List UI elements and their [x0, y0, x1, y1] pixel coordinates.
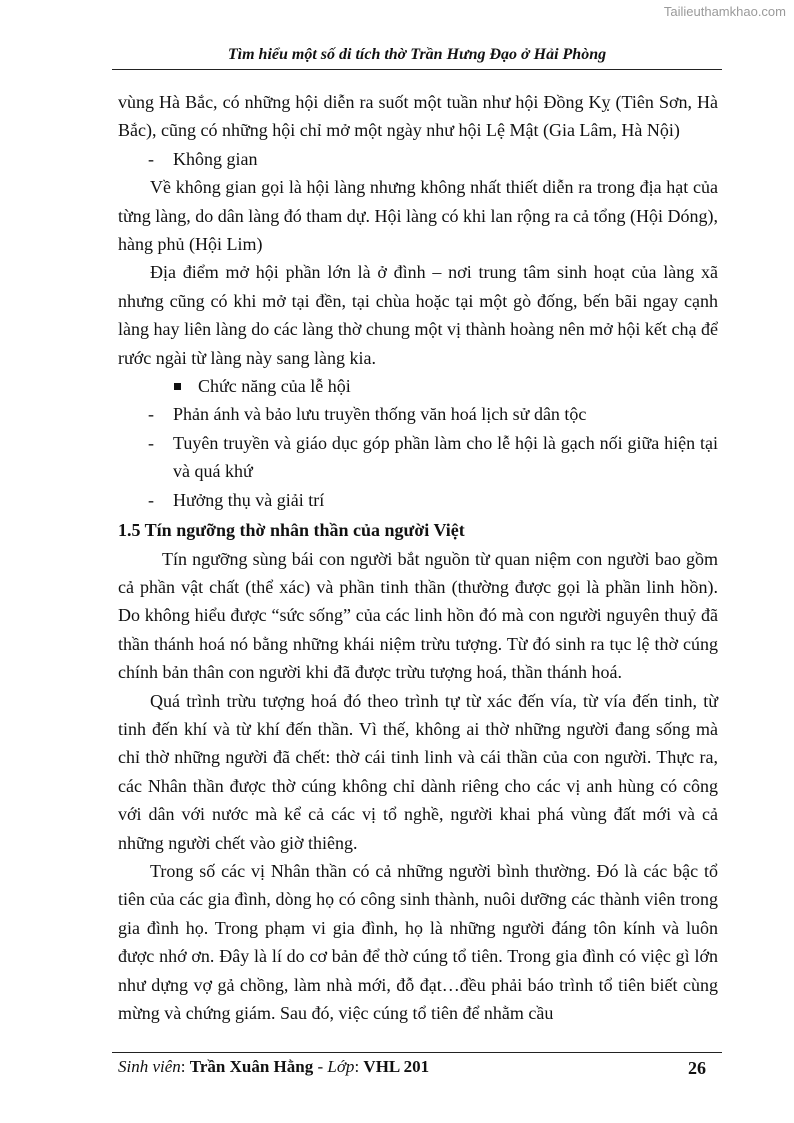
square-bullet-text: Chức năng của lễ hội: [198, 376, 351, 397]
paragraph-space: Về không gian gọi là hội làng nhưng không nhất thiết diễn ra trong địa hạt của từng làng, do dân làng đó tham dự. Hội làng có khi lan rộng ra cả tổng (Hội Dóng), hàng phủ (Hội Lim): [118, 177, 718, 255]
paragraph-ancestors: Trong số các vị Nhân thần có cả những người bình thường. Đó là các bậc tổ tiên của các gia đình, dòng họ có công sinh thành, nuôi dưỡng các thành viên trong gia đình họ. Trong phạm vi gia đình, họ là những người đáng tôn kính và luôn được nhớ ơn. Đây là lí do cơ bản để thờ cúng tổ tiên. Trong gia đình có việc gì lớn như dựng vợ gả chồng, làm nhà mới, đỗ đạt…đều phải báo trình tổ tiên biết cùng mừng và chứng giám. Sau đó, việc cúng tổ tiên để nhằm cầu: [118, 860, 718, 1023]
dash-list-item-function-3: [118, 486, 718, 514]
student-name: Trần Xuân Hằng: [189, 1057, 314, 1076]
section-heading: 1.5 Tín ngưỡng thờ nhân thần của người Việt: [118, 520, 465, 541]
dash-list-item-text: Hưởng thụ và giải trí: [173, 489, 325, 510]
footer-divider: [112, 1052, 722, 1053]
dash-bullet: -: [148, 489, 154, 510]
dash-list-item-function-2: [118, 429, 718, 486]
page-number: 26: [688, 1058, 706, 1078]
dash-bullet: -: [148, 148, 154, 169]
class-value: VHL 201: [363, 1057, 430, 1076]
paragraph-abstraction: Quá trình trừu tượng hoá đó theo trình tự từ xác đến vía, từ vía đến tinh, từ tinh đến khí và từ khí đến thần. Vì thế, không ai thờ những người đang sống mà chỉ thờ những người đã chết: thờ cái tinh linh và cái thần của con người. Thực ra, các Nhân thần được thờ cúng không chỉ dành riêng cho các vị anh hùng có công với dân với nước mà kể cả các vị tổ nghề, người khai phá vùng đất mới và cả những người chết vào giờ thiêng.: [118, 690, 718, 853]
student-label: Sinh viên: [118, 1057, 181, 1076]
paragraph-continued: vùng Hà Bắc, có những hội diễn ra suốt một tuần như hội Đồng Kỵ (Tiên Sơn, Hà Bắc), cũng có những hội chỉ mở một ngày như hội Lệ Mật (Gia Lâm, Hà Nội): [118, 92, 718, 141]
paragraph-location: Địa điểm mở hội phần lớn là ở đình – nơi trung tâm sinh hoạt của làng xã nhưng cũng có khi mở tại đền, tại chùa hoặc tại một gò đống, bến bãi ngay cạnh làng hay liên làng do các làng thờ chung một vị thành hoàng nên mở hội kết chạ để rước ngài từ làng này sang làng kia.: [118, 262, 718, 368]
dash-list-item-text: Phản ánh và bảo lưu truyền thống văn hoá lịch sử dân tộc: [173, 404, 587, 425]
footer-student-info: Sinh viên: Trần Xuân Hằng - Lớp: VHL 201: [118, 1057, 430, 1076]
dash-list-item-function-1: [118, 400, 718, 428]
page-header-title: Tìm hiểu một số di tích thờ Trần Hưng Đạo ở Hải Phòng: [227, 46, 607, 63]
paragraph-belief: Tín ngưỡng sùng bái con người bắt nguồn từ quan niệm con người bao gồm cả phần vật chất (thể xác) và phần tinh thần (thường được gọi là phần linh hồn). Do không hiểu được “sức sống” của các linh hồn đó mà con người nguyên thuỷ đã thần thánh hoá nó bằng những khái niệm trừu tượng. Từ đó sinh ra tục lệ thờ cúng chính bản thân con người khi đã được trừu tượng hoá, thần thánh hoá.: [118, 548, 718, 683]
dash-list-item-text: Tuyên truyền và giáo dục góp phần làm cho lễ hội là gạch nối giữa hiện tại và quá khứ: [173, 432, 718, 482]
watermark: Tailieuthamkhao.com: [663, 4, 786, 19]
dash-bullet: -: [148, 404, 154, 425]
dash-bullet: -: [148, 432, 154, 453]
class-label: Lớp: [327, 1057, 355, 1076]
document-body: [118, 88, 718, 1027]
dash-list-item-text: Không gian: [173, 148, 258, 169]
square-bullet-icon: [174, 383, 181, 390]
dash-list-item-space: [118, 145, 718, 173]
square-bullet-item: [118, 372, 718, 400]
header-divider: [112, 69, 722, 70]
